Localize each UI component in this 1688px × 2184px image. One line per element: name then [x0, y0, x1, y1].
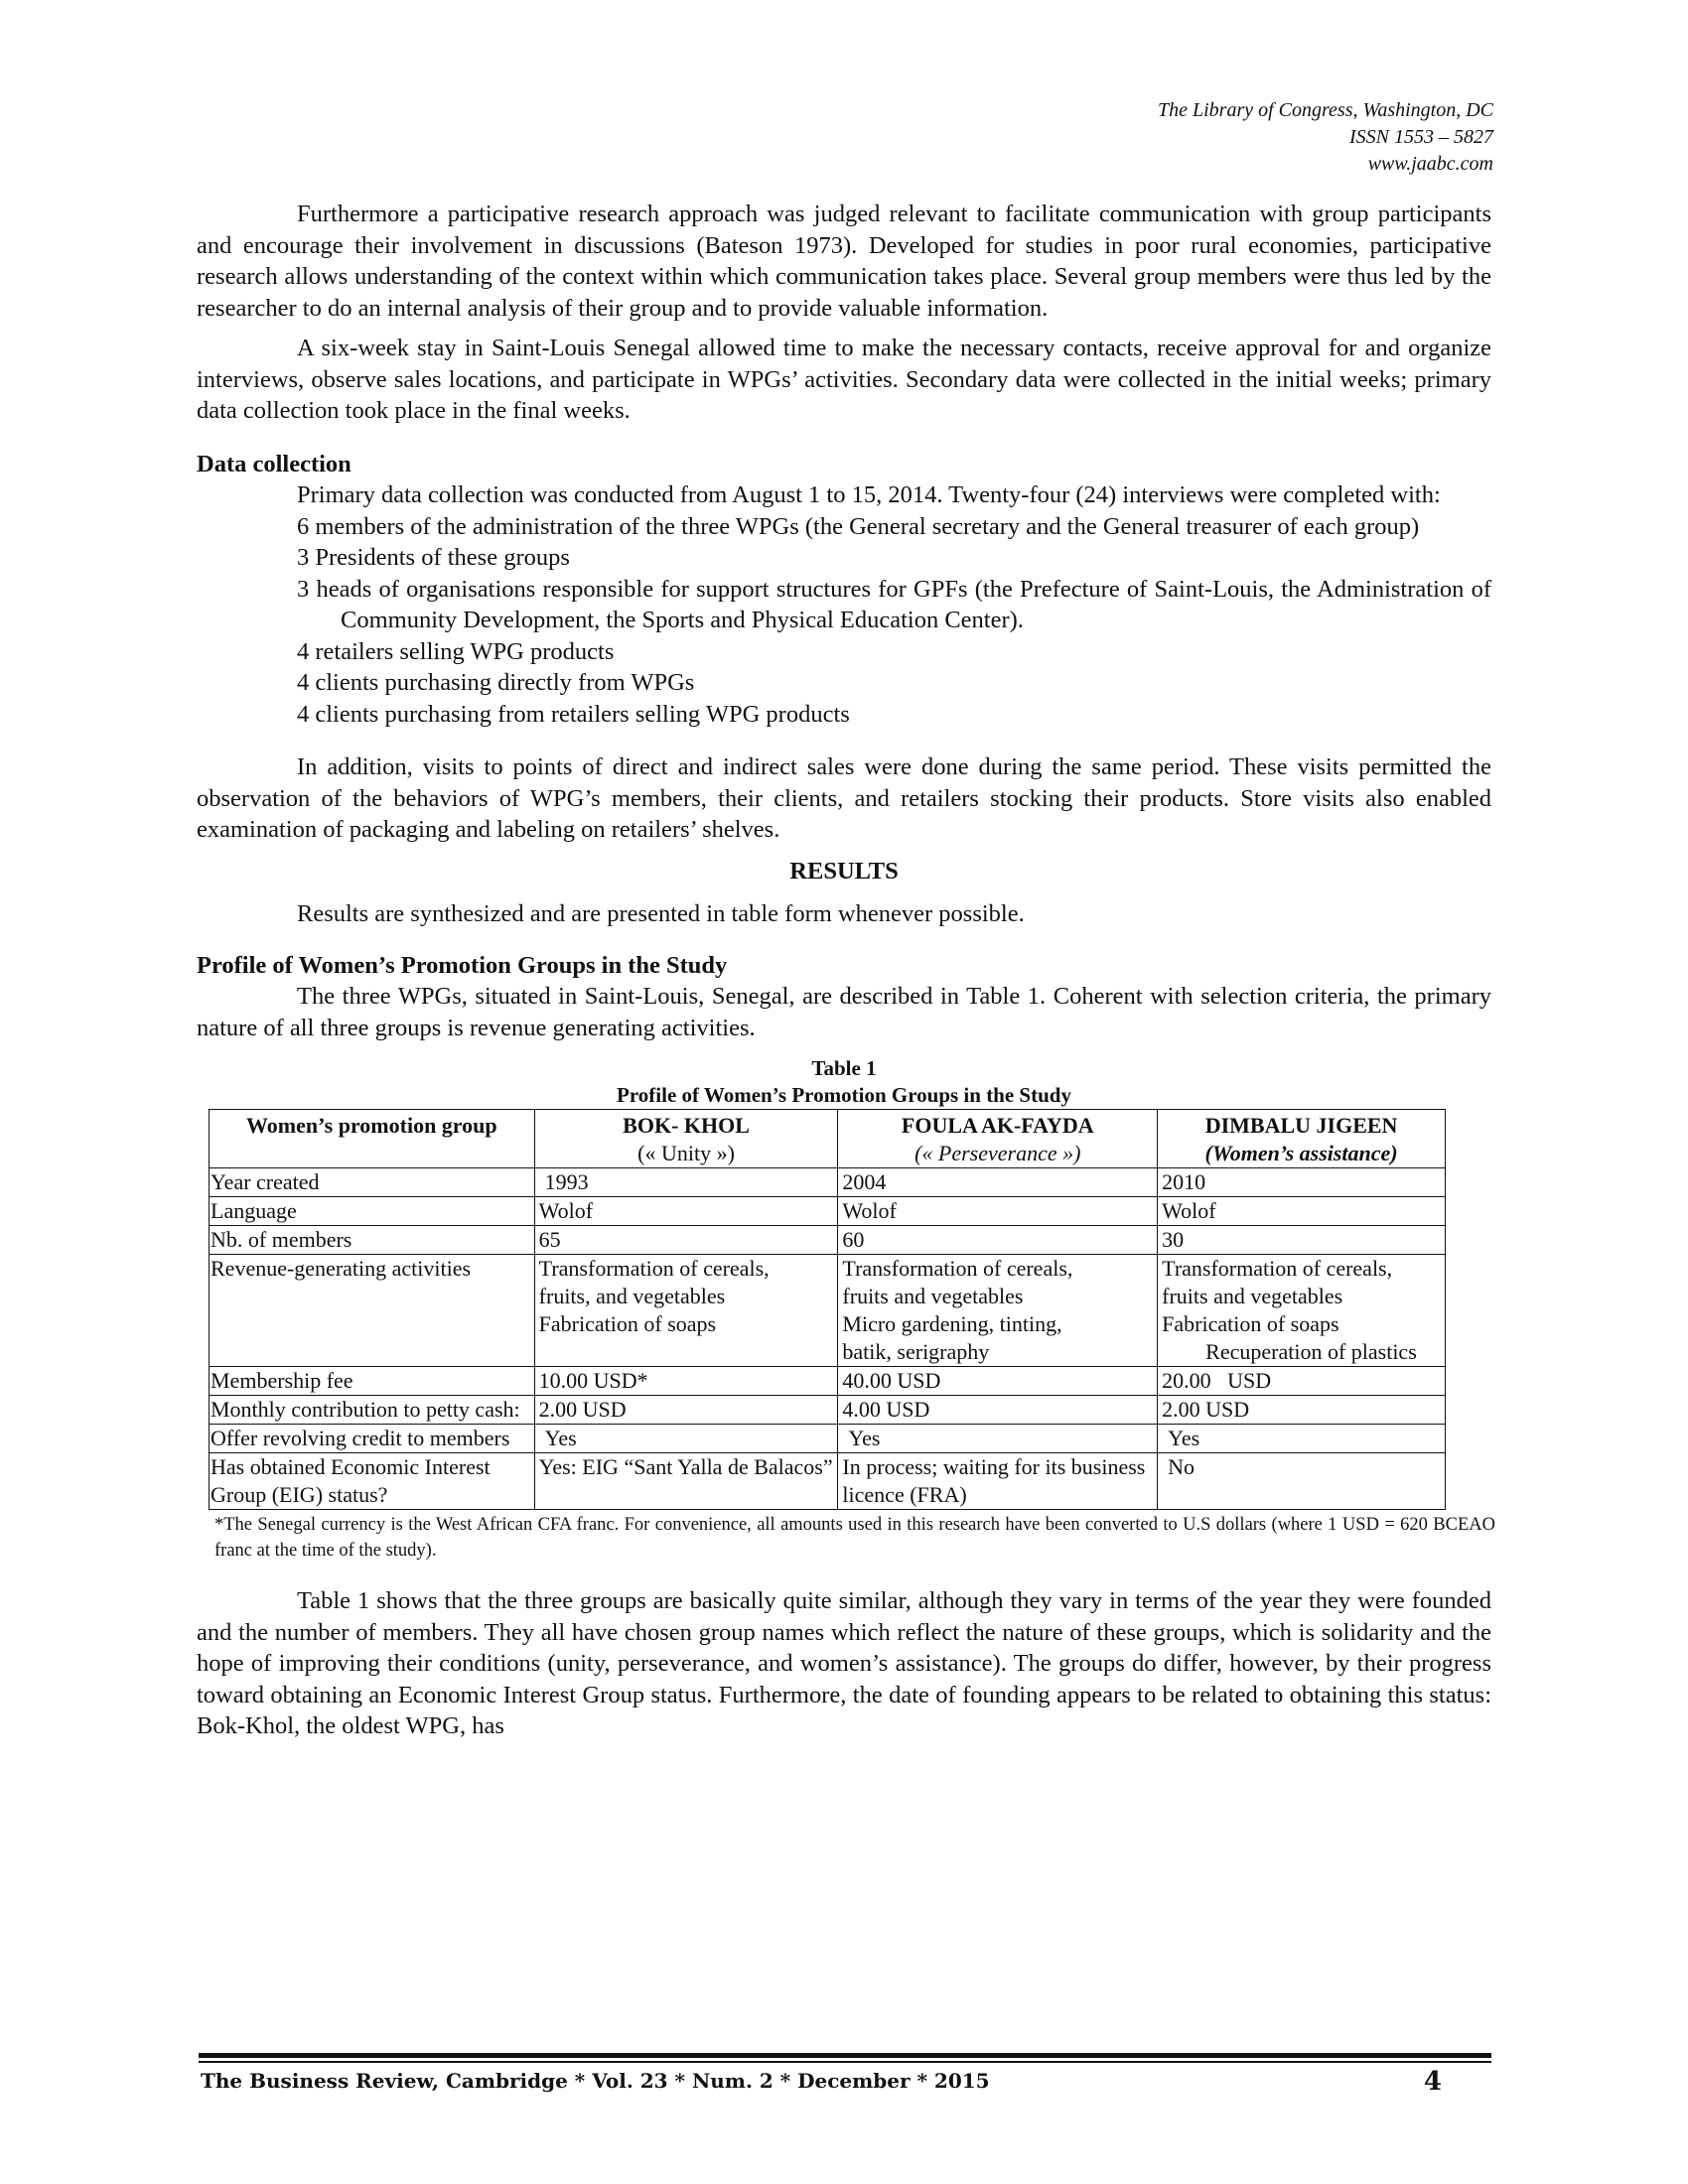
- list-item: 4 clients purchasing from retailers selling WPG products: [297, 700, 850, 728]
- table-cell: Nb. of members: [210, 1226, 535, 1255]
- header-cell: DIMBALU JIGEEN (Women’s assistance): [1158, 1110, 1446, 1168]
- table-cell: 1993: [534, 1168, 838, 1197]
- paragraph-six-week-stay: A six-week stay in Saint-Louis Senegal allowed time to make the necessary contacts, receive approval for and organize interviews, observe sales locations, and participate in WPGs’ activities. Secondary data were collected in the initial weeks; primary data collection took place in the final weeks.: [197, 335, 1491, 424]
- table-cell: Language: [210, 1197, 535, 1226]
- table-row: [210, 1453, 1446, 1510]
- table-cell: 10.00 USD*: [534, 1367, 838, 1396]
- journal-footer: [201, 2067, 1442, 2097]
- table-cell: Revenue-generating activities: [210, 1255, 535, 1367]
- list-item: 4 clients purchasing directly from WPGs: [297, 669, 695, 696]
- table-cell: 4.00 USD: [838, 1396, 1158, 1425]
- table-row: [210, 1255, 1446, 1367]
- paragraph-participative: Furthermore a participative research approach was judged relevant to facilitate communication with group participants and encourage their involvement in discussions (Bateson 1973). Developed for studies in poor rural economies, participative research allows understanding of the context within which communication takes place. Several group members were thus led by the researcher to do an internal analysis of their group and to provide valuable information.: [197, 201, 1491, 322]
- table-row: [210, 1197, 1446, 1226]
- header-website: www.jaabc.com: [1367, 153, 1493, 175]
- header-cell: BOK- KHOL (« Unity »): [534, 1110, 838, 1168]
- table-caption: [197, 1055, 1491, 1109]
- list-item: 4 retailers selling WPG products: [297, 637, 615, 665]
- table-cell: 30: [1158, 1226, 1446, 1255]
- header-cell: Women’s promotion group: [210, 1110, 535, 1168]
- profile-table: [209, 1109, 1446, 1510]
- paragraph-visits: In addition, visits to points of direct and indirect sales were done during the same period. These visits permitted the observation of the behaviors of WPG’s members, their clients, and retailers stocking their products. Store visits also enabled examination of packaging and labeling on retailers’ shelves.: [197, 753, 1491, 843]
- footer-rule-thick: [199, 2053, 1491, 2058]
- table-cell: Monthly contribution to petty cash:: [210, 1396, 535, 1425]
- table-header-row: [210, 1110, 1446, 1168]
- table-number: Table 1: [811, 1056, 877, 1080]
- table-cell: Wolof: [1158, 1197, 1446, 1226]
- header-issn: ISSN 1553 – 5827: [1349, 126, 1493, 148]
- table-cell: Wolof: [534, 1197, 838, 1226]
- heading-results: RESULTS: [789, 857, 899, 885]
- table-cell: 60: [838, 1226, 1158, 1255]
- paragraph-primary-data: Primary data collection was conducted from August 1 to 15, 2014. Twenty-four (24) interviews were completed with:: [297, 481, 1441, 508]
- table-cell: Yes: [838, 1425, 1158, 1453]
- table-cell: Has obtained Economic Interest Group (EIG) status?: [210, 1453, 535, 1510]
- paragraph-table-discussion: Table 1 shows that the three groups are basically quite similar, although they vary in terms of the year they were founded and the number of members. They all have chosen group names which reflect the nature of these groups, which is solidarity and the hope of improving their conditions (unity, perseverance, and women’s assistance). The groups do differ, however, by their progress toward obtaining an Economic Interest Group status. Furthermore, the date of founding appears to be related to obtaining this status: Bok-Khol, the oldest WPG, has: [197, 1587, 1491, 1739]
- table-cell: 65: [534, 1226, 838, 1255]
- table-cell: Yes: EIG “Sant Yalla de Balacos”: [534, 1453, 838, 1510]
- table-cell: Yes: [534, 1425, 838, 1453]
- table-cell: 2.00 USD: [1158, 1396, 1446, 1425]
- interviewee-list: [197, 511, 1491, 731]
- table-row: [210, 1367, 1446, 1396]
- table-row: [210, 1168, 1446, 1197]
- paragraph-results: Results are synthesized and are presented in table form whenever possible.: [297, 900, 1025, 927]
- footer-rule-thin: [199, 2061, 1491, 2063]
- page-number: 4: [1423, 2067, 1442, 2097]
- table-cell: 40.00 USD: [838, 1367, 1158, 1396]
- journal-header: [1158, 97, 1493, 178]
- table-cell: No: [1158, 1453, 1446, 1510]
- table-cell: Transformation of cereals, fruits and vegetables Fabrication of soaps Recuperation of plastics: [1158, 1255, 1446, 1367]
- table-footnote: *The Senegal currency is the West African CFA franc. For convenience, all amounts used in this research have been converted to U.S dollars (where 1 USD = 620 BCEAO franc at the time of the study).: [214, 1515, 1495, 1561]
- footer-journal-name: The Business Review, Cambridge * Vol. 23 * Num. 2 * December * 2015: [201, 2069, 990, 2093]
- table-cell: 20.00 USD: [1158, 1367, 1446, 1396]
- list-item: 3 heads of organisations responsible for support structures for GPFs (the Prefecture of Saint-Louis, the Administration of Community Development, the Sports and Physical Education Center).: [297, 575, 1491, 633]
- list-item: 3 Presidents of these groups: [297, 544, 570, 571]
- table-cell: Transformation of cereals, fruits and vegetables Micro gardening, tinting, batik, serigraphy: [838, 1255, 1158, 1367]
- paragraph-profile: The three WPGs, situated in Saint-Louis, Senegal, are described in Table 1. Coherent with selection criteria, the primary nature of all three groups is revenue generating activities.: [197, 983, 1491, 1041]
- heading-data-collection: Data collection: [197, 450, 352, 478]
- table-row: [210, 1226, 1446, 1255]
- header-cell: FOULA AK-FAYDA (« Perseverance »): [838, 1110, 1158, 1168]
- table-row: [210, 1425, 1446, 1453]
- table-cell: 2010: [1158, 1168, 1446, 1197]
- body-text: [197, 199, 1495, 1742]
- heading-profile: Profile of Women’s Promotion Groups in the Study: [197, 951, 728, 979]
- table-cell: Offer revolving credit to members: [210, 1425, 535, 1453]
- table-cell: Wolof: [838, 1197, 1158, 1226]
- table-cell: 2004: [838, 1168, 1158, 1197]
- table-cell: In process; waiting for its business licence (FRA): [838, 1453, 1158, 1510]
- table-title: Profile of Women’s Promotion Groups in the Study: [617, 1083, 1071, 1107]
- header-library: The Library of Congress, Washington, DC: [1157, 99, 1493, 121]
- table-row: [210, 1396, 1446, 1425]
- table-cell: Year created: [210, 1168, 535, 1197]
- table-cell: Membership fee: [210, 1367, 535, 1396]
- table-cell: Yes: [1158, 1425, 1446, 1453]
- list-item: 6 members of the administration of the three WPGs (the General secretary and the General treasurer of each group): [297, 512, 1420, 540]
- table-cell: Transformation of cereals, fruits, and vegetables Fabrication of soaps: [534, 1255, 838, 1367]
- table-cell: 2.00 USD: [534, 1396, 838, 1425]
